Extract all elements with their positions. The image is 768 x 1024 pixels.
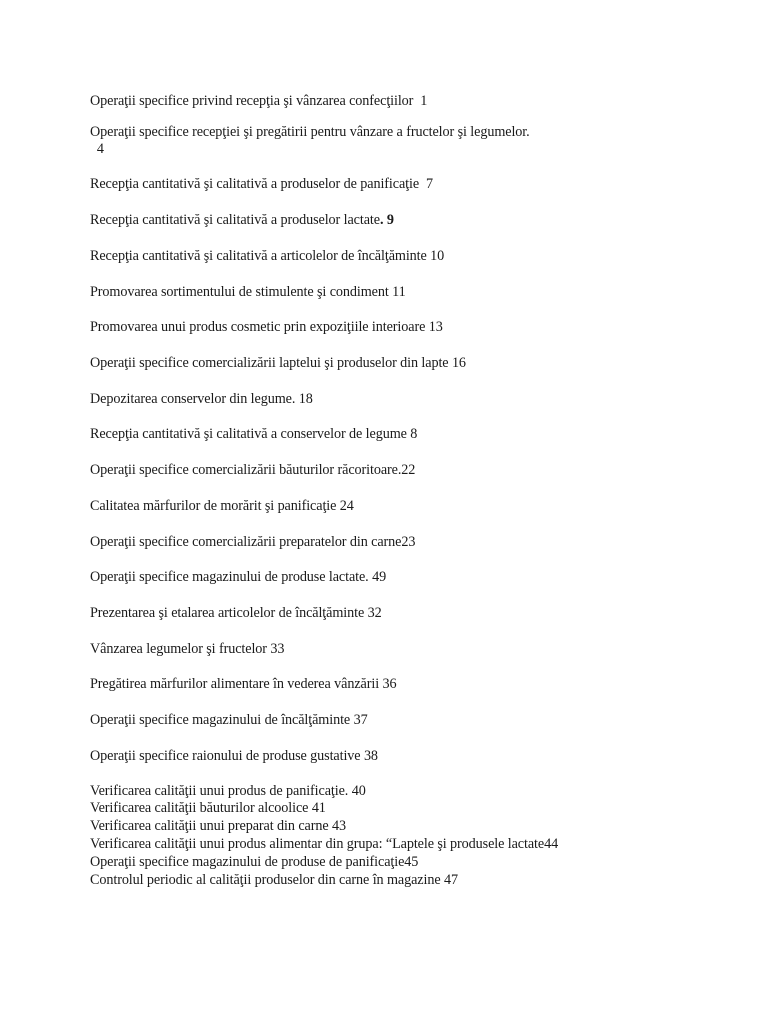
- toc-entry-title: Verificarea calităţii băuturilor alcoolice: [90, 800, 309, 816]
- toc-entry-page: 11: [392, 284, 406, 300]
- toc-entry-page: 49: [372, 569, 387, 585]
- toc-entry[interactable]: [90, 124, 530, 158]
- toc-entry-page: 16: [451, 355, 466, 371]
- toc-entry[interactable]: [90, 498, 354, 515]
- toc-entry-page: 37: [353, 712, 368, 728]
- toc-entry-separator: [419, 176, 426, 192]
- toc-entry-page: 10: [430, 248, 445, 264]
- toc-entry-page: 24: [339, 498, 354, 514]
- toc-entry[interactable]: [90, 391, 313, 408]
- toc-entry[interactable]: [90, 800, 326, 817]
- toc-entry-title: Recepţia cantitativă şi calitativă a conservelor de legume: [90, 426, 407, 442]
- toc-entry[interactable]: [90, 836, 558, 853]
- toc-entry[interactable]: [90, 748, 378, 765]
- toc-entry[interactable]: [90, 818, 346, 835]
- toc-entry[interactable]: [90, 676, 397, 693]
- toc-entry-title: Verificarea calităţii unui produs de panificaţie.: [90, 783, 349, 799]
- toc-entry-page: 1: [420, 93, 428, 109]
- toc-entry-page: 4: [96, 141, 104, 157]
- toc-entry-page: 38: [363, 748, 378, 764]
- toc-entry-title: Operaţii specifice magazinului de produse de panificaţie: [90, 854, 405, 870]
- toc-entry-title: Operaţii specifice privind recepţia şi vânzarea confecţiilor: [90, 93, 414, 109]
- toc-entry-title: Promovarea sortimentului de stimulente şi condiment: [90, 284, 389, 300]
- toc-entry[interactable]: [90, 569, 386, 586]
- toc-entry-title: Vânzarea legumelor şi fructelor: [90, 641, 267, 657]
- toc-entry[interactable]: [90, 605, 382, 622]
- toc-entry-page: 22: [401, 462, 416, 478]
- toc-entry[interactable]: [90, 319, 443, 336]
- toc-entry-page: 43: [331, 818, 346, 834]
- toc-entry-title: Depozitarea conservelor din legume.: [90, 391, 296, 407]
- toc-entry[interactable]: [90, 872, 458, 889]
- toc-entry[interactable]: [90, 783, 366, 800]
- toc-entry[interactable]: [90, 854, 418, 871]
- toc-entry-page: 44: [544, 836, 559, 852]
- toc-entry[interactable]: [90, 712, 368, 729]
- toc-entry[interactable]: [90, 176, 433, 193]
- toc-entry[interactable]: [90, 426, 417, 443]
- toc-entry-title: Calitatea mărfurilor de morărit şi panificaţie: [90, 498, 337, 514]
- toc-entry-separator: [90, 141, 97, 157]
- toc-entry-title: Operaţii specifice comercializării băuturilor răcoritoare.: [90, 462, 402, 478]
- toc-entry-title: Verificarea calităţii unui produs alimentar din grupa: “Laptele şi produsele lactate: [90, 836, 545, 852]
- toc-entry[interactable]: [90, 462, 415, 479]
- toc-entry-title: Operaţii specifice raionului de produse gustative: [90, 748, 361, 764]
- toc-entry-title: Recepţia cantitativă şi calitativă a articolelor de încălţăminte: [90, 248, 427, 264]
- toc-entry[interactable]: [90, 641, 284, 658]
- toc-entry-title: Operaţii specifice comercializării laptelui şi produselor din lapte: [90, 355, 449, 371]
- toc-entry-title: Promovarea unui produs cosmetic prin expoziţiile interioare: [90, 319, 426, 335]
- toc-entry-title: Operaţii specifice magazinului de încălţăminte: [90, 712, 351, 728]
- toc-entry-page: 32: [367, 605, 382, 621]
- toc-entry-title: Recepţia cantitativă şi calitativă a produselor de panificaţie: [90, 176, 420, 192]
- toc-entry-page: 47: [444, 872, 458, 888]
- toc-entry[interactable]: [90, 355, 466, 372]
- toc-entry-title: Controlul periodic al calităţii produselor din carne în magazine: [90, 872, 441, 888]
- toc-entry-page: 7: [425, 176, 433, 192]
- toc-entry-page: 33: [270, 641, 285, 657]
- toc-entry-title: Recepţia cantitativă şi calitativă a produselor lactate: [90, 212, 380, 228]
- toc-entry[interactable]: [90, 284, 406, 301]
- toc-entry-page: 8: [410, 426, 418, 442]
- toc-entry-page: 45: [404, 854, 419, 870]
- toc-entry-title: Pregătirea mărfurilor alimentare în vederea vânzării: [90, 676, 380, 692]
- toc-entry-page: 40: [351, 783, 366, 799]
- toc-entry-page: 18: [298, 391, 313, 407]
- toc-entry[interactable]: [90, 534, 415, 551]
- toc-entry[interactable]: [90, 212, 394, 229]
- toc-entry-title: Verificarea calităţii unui preparat din carne: [90, 818, 329, 834]
- toc-entry-page: 13: [428, 319, 443, 335]
- toc-entry-title: Prezentarea şi etalarea articolelor de încălţăminte: [90, 605, 365, 621]
- toc-entry-title: Operaţii specifice magazinului de produse lactate.: [90, 569, 369, 585]
- toc-entry[interactable]: [90, 248, 444, 265]
- toc-entry-page: . 9: [379, 212, 394, 228]
- toc-entry-page: 41: [311, 800, 326, 816]
- toc-entry-page: 23: [401, 534, 416, 550]
- toc-entry[interactable]: [90, 93, 427, 110]
- toc-entry-title: Operaţii specifice recepţiei şi pregătirii pentru vânzare a fructelor şi legumelor.: [90, 124, 530, 140]
- toc-entry-page: 36: [382, 676, 397, 692]
- toc-entry-title: Operaţii specifice comercializării preparatelor din carne: [90, 534, 402, 550]
